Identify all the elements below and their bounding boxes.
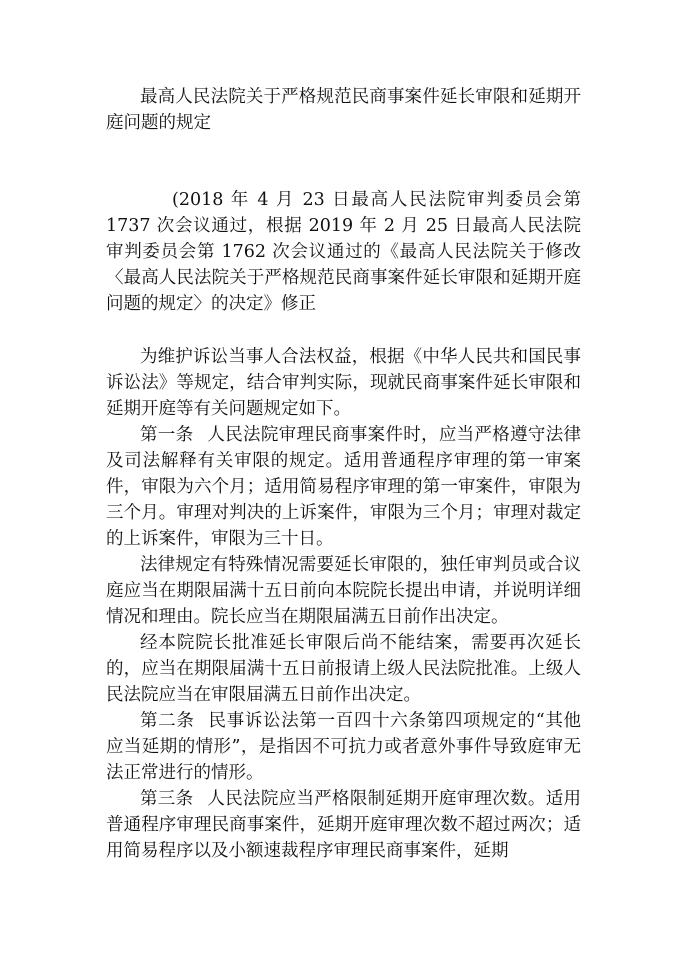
document-body	[106, 344, 581, 864]
article-1-paragraph-2: 法律规定有特殊情况需要延长审限的，独任审判员或合议庭应当在期限届满十五日前向本院院长提出申请，并说明详细情况和理由。院长应当在期限届满五日前作出决定。	[106, 555, 581, 627]
article-3-paragraph	[106, 786, 581, 864]
article-1-paragraph-3: 经本院院长批准延长审限后尚不能结案，需要再次延长的，应当在期限届满十五日前报请上级人民法院批准。上级人民法院应当在审限届满五日前作出决定。	[106, 633, 581, 705]
article-2-text: 民事诉讼法第一百四十六条第四项规定的“其他应当延期的情形”，是指因不可抗力或者意外事件导致庭审无法正常进行的情形。	[106, 711, 581, 783]
article-3-text: 人民法院应当严格限制延期开庭审理次数。适用普通程序审理民商事案件，延期开庭审理次数不超过两次；适用简易程序以及小额速裁程序审理民商事案件，延期	[106, 789, 582, 861]
article-3-heading: 第三条	[140, 789, 194, 809]
article-2-paragraph	[106, 708, 581, 786]
document-title: 最高人民法院关于严格规范民商事案件延长审限和延期开庭问题的规定	[106, 87, 581, 133]
revision-note: (2018 年 4 月 23 日最高人民法院审判委员会第 1737 次会议通过，根据 2019 年 2 月 25 日最高人民法院审判委员会第 1762 次会议通过的《最高人民法院关于修改〈最高人民法院关于严格规范民商事案件延长审限和延期开庭问题的规定〉的决定》修正	[106, 190, 581, 314]
intro-paragraph: 为维护诉讼当事人合法权益，根据《中华人民共和国民事诉讼法》等规定，结合审判实际，现就民商事案件延长审限和延期开庭等有关问题规定如下。	[106, 347, 581, 419]
article-2-heading: 第二条	[140, 711, 195, 731]
article-1-heading: 第一条	[140, 425, 194, 445]
article-1-paragraph-1	[106, 422, 581, 552]
article-1-text: 人民法院审理民商事案件时，应当严格遵守法律及司法解释有关审限的规定。适用普通程序审理的第一审案件，审限为六个月；适用简易程序审理的第一审案件，审限为三个月。审理对判决的上诉案件，审限为三个月；审理对裁定的上诉案件，审限为三十日。	[106, 425, 582, 549]
